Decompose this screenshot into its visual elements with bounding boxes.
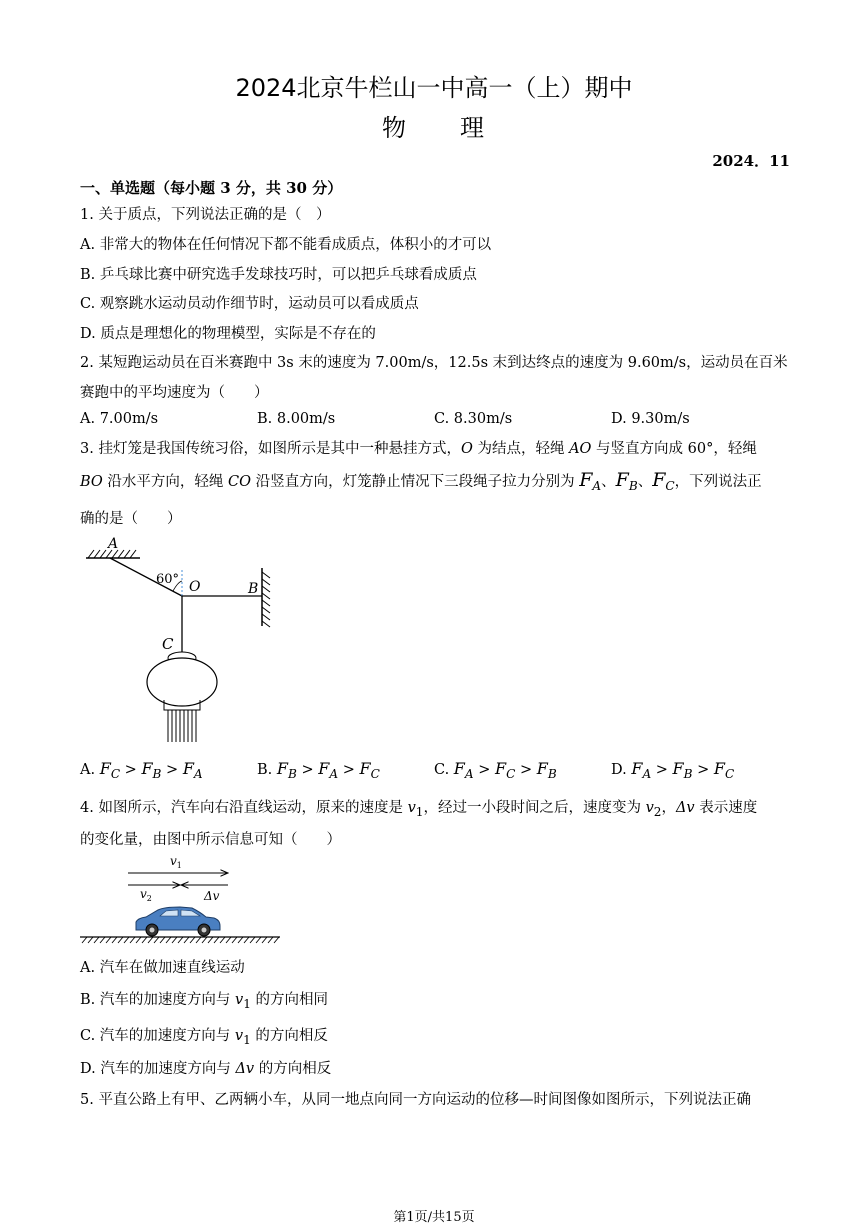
ground-hatch xyxy=(196,937,201,943)
label-c: C xyxy=(162,635,174,653)
q3-stem-line1: 3. 挂灯笼是我国传统习俗，如图所示是其中一种悬挂方式，O 为结点，轻绳 AO 与竖直方向成 60°，轻绳 xyxy=(80,441,757,457)
exam-date: 2024．11 xyxy=(712,152,790,170)
ground-hatch xyxy=(208,937,213,943)
q2-option-c: C. 8.30m/s xyxy=(434,411,513,427)
ground-hatch xyxy=(232,937,237,943)
ground-hatch xyxy=(118,937,123,943)
ground-hatch xyxy=(94,937,99,943)
q3-stem-line3: 确的是（ ） xyxy=(80,511,182,527)
ground-hatch xyxy=(226,937,231,943)
q2-option-d: D. 9.30m/s xyxy=(611,411,690,427)
delta-v-label: Δv xyxy=(204,889,220,903)
ground-hatch xyxy=(268,937,273,943)
ground-hatch xyxy=(166,937,171,943)
q1-option-c: C. 观察跳水运动员动作细节时，运动员可以看成质点 xyxy=(80,296,419,312)
q2-stem-line1: 2. 某短跑运动员在百米赛跑中 3s 末的速度为 7.00m/s，12.5s 末到达终点的速度为 9.60m/s，运动员在百米 xyxy=(80,355,788,371)
ground-hatch xyxy=(160,937,165,943)
lantern-diagram xyxy=(80,534,290,749)
ground-hatch xyxy=(106,937,111,943)
ground-hatch xyxy=(244,937,249,943)
ground-hatch xyxy=(142,937,147,943)
q4-option-d: D. 汽车的加速度方向与 Δv 的方向相反 xyxy=(80,1061,332,1077)
v1-label: $v_1$ xyxy=(170,854,182,870)
q3-option-a: A. $F_C > F_B > F_A$ xyxy=(80,759,203,781)
ground-hatch xyxy=(202,937,207,943)
label-a: A xyxy=(108,536,119,552)
car-velocity-diagram xyxy=(80,852,285,944)
ground-hatch xyxy=(172,937,177,943)
q1-option-b: B. 乒乓球比赛中研究选手发球技巧时，可以把乒乓球看成质点 xyxy=(80,267,477,283)
ground-hatch xyxy=(82,937,87,943)
v2-label: $v_2$ xyxy=(140,887,152,903)
ground-hatch xyxy=(148,937,153,943)
label-o: O xyxy=(189,579,201,595)
label-b: B xyxy=(248,581,259,597)
q3-option-c: C. $F_A > F_C > F_B$ xyxy=(434,759,557,781)
ground-hatch xyxy=(238,937,243,943)
q4-option-c: C. 汽车的加速度方向与 $v_1$ 的方向相反 xyxy=(80,1028,328,1047)
ground-hatch xyxy=(220,937,225,943)
ground-hatch xyxy=(262,937,267,943)
q2-option-b: B. 8.00m/s xyxy=(257,411,336,427)
page-title: 2024北京牛栏山一中高一（上）期中 xyxy=(235,74,633,102)
q1-option-a: A. 非常大的物体在任何情况下都不能看成质点，体积小的才可以 xyxy=(80,237,492,253)
q3-option-b: B. $F_B > F_A > F_C$ xyxy=(257,759,380,781)
q3-stem-line2: BO 沿水平方向，轻绳 CO 沿竖直方向，灯笼静止情况下三段绳子拉力分别为 $F_A$、$F_B$、$F_C$，下列说法正 xyxy=(80,469,762,493)
q3-option-d: D. $F_A > F_B > F_C$ xyxy=(611,759,735,781)
ground-hatch xyxy=(178,937,183,943)
ground-hatch xyxy=(184,937,189,943)
section-heading: 一、单选题（每小题 3 分，共 30 分） xyxy=(80,179,343,197)
ground-hatch xyxy=(88,937,93,943)
q5-stem-line1: 5. 平直公路上有甲、乙两辆小车，从同一地点向同一方向运动的位移—时间图像如图所示，下列说法正确 xyxy=(80,1092,751,1108)
page-number: 第1页/共15页 xyxy=(393,1210,475,1225)
q4-option-a: A. 汽车在做加速直线运动 xyxy=(80,960,245,976)
ground-hatch xyxy=(124,937,129,943)
ground-hatch xyxy=(112,937,117,943)
q1-option-d: D. 质点是理想化的物理模型，实际是不存在的 xyxy=(80,326,376,342)
q1-stem: 1. 关于质点，下列说法正确的是（ ） xyxy=(80,207,331,223)
ground-hatch xyxy=(130,937,135,943)
q4-stem-line1: 4. 如图所示，汽车向右沿直线运动，原来的速度是 $v_1$，经过一小段时间之后，速度变为 $v_2$，Δv 表示速度 xyxy=(80,800,758,819)
subject-title: 物 理 xyxy=(382,114,486,142)
q4-option-b: B. 汽车的加速度方向与 $v_1$ 的方向相同 xyxy=(80,992,328,1011)
q2-option-a: A. 7.00m/s xyxy=(80,411,159,427)
ground-hatch xyxy=(154,937,159,943)
ground-hatch xyxy=(214,937,219,943)
ground-hatch xyxy=(250,937,255,943)
ground-hatch xyxy=(190,937,195,943)
car-icon xyxy=(136,907,220,936)
ground-hatch xyxy=(136,937,141,943)
q4-stem-line2: 的变化量，由图中所示信息可知（ ） xyxy=(80,832,341,848)
ground-hatch xyxy=(274,937,279,943)
q2-stem-line2: 赛跑中的平均速度为（ ） xyxy=(80,385,269,401)
label-angle: 60° xyxy=(156,572,180,587)
ground-hatch xyxy=(256,937,261,943)
ground-hatch xyxy=(100,937,105,943)
